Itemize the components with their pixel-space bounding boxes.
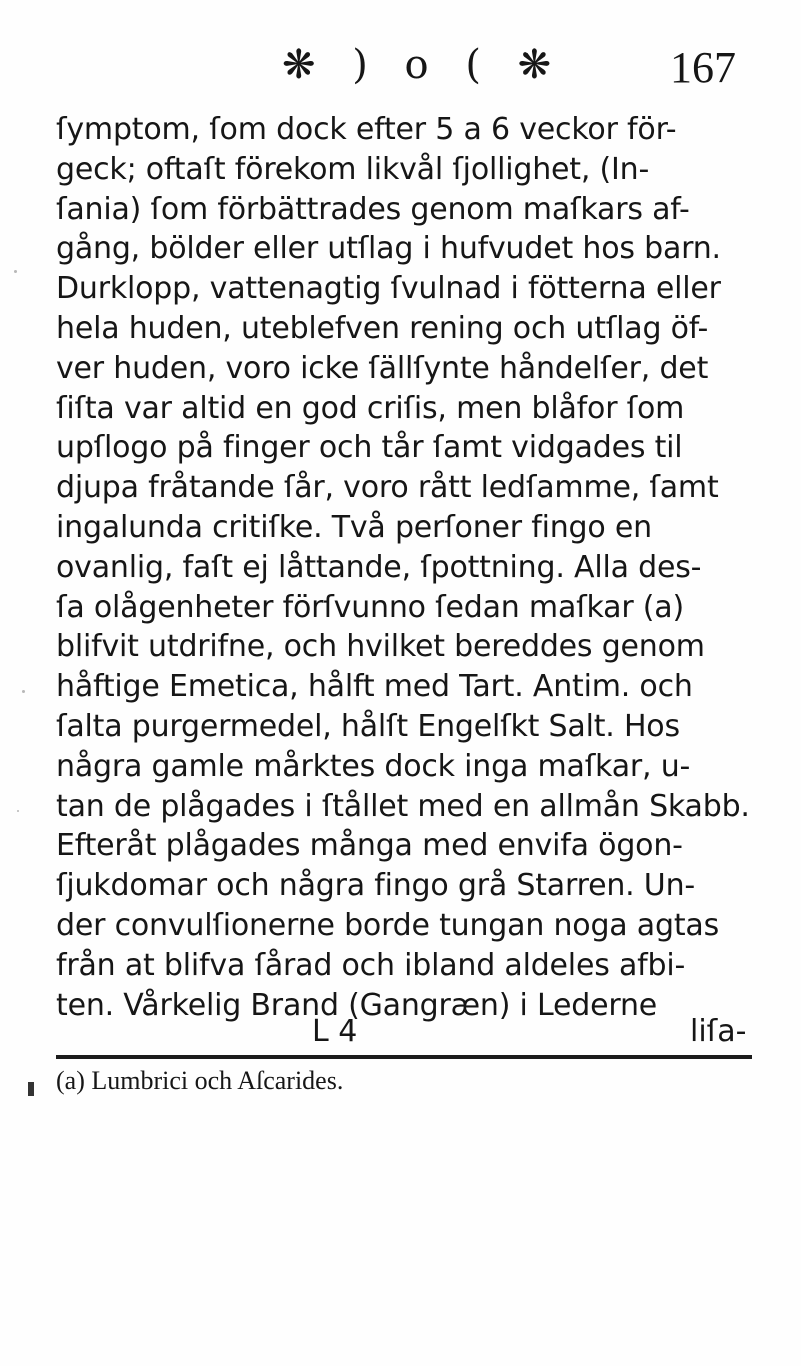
text-line: ſjukdomar och några fingo grå Starren. Un-	[56, 868, 696, 904]
text-line: ſiſta var altid en god criſis, men blåfor ſom	[56, 390, 685, 426]
catchword: liſa-	[690, 1014, 747, 1049]
text-line: håftige Emetica, hålft med Tart. Antim. och	[56, 669, 693, 705]
scan-speck	[17, 810, 19, 812]
scan-speck	[22, 690, 25, 693]
text-line: ſania) ſom förbättrades genom maſkars af-	[56, 191, 690, 227]
body-text	[56, 110, 750, 1025]
catchline	[56, 1012, 746, 1052]
footnote: (a) Lumbrici och Aſcarides.	[56, 1066, 344, 1095]
text-line: ver huden, voro icke ſällſynte håndelſer, det	[56, 350, 709, 386]
text-line: djupa fråtande ſår, voro rått ledſamme, ſamt	[56, 470, 719, 506]
scan-speck	[14, 270, 17, 273]
text-line: från at blifva ſårad och ibland aldeles afbi-	[56, 947, 686, 983]
text-line: geck; oftaſt förekom likvål ſjollighet, (In-	[56, 151, 650, 187]
page-edge-mark	[28, 1082, 34, 1096]
text-line: ſa olågenheter förſvunno ſedan maſkar (a)	[56, 589, 684, 625]
text-line: Durklopp, vattenagtig ſvulnad i fötterna eller	[56, 271, 721, 307]
text-line: der convulſionerne borde tungan noga agtas	[56, 907, 720, 943]
text-line: gång, bölder eller utſlag i hufvudet hos barn.	[56, 231, 721, 267]
signature-mark: L 4	[312, 1014, 358, 1049]
text-line: Efteråt plågades många med envifa ögon-	[56, 828, 683, 864]
header-ornament: ❋ ) o ( ❋	[282, 42, 564, 88]
text-line: ovanlig, faſt ej låttande, ſpottning. Alla des-	[56, 549, 702, 585]
footnote-rule	[56, 1055, 752, 1059]
page-number: 167	[670, 43, 736, 92]
text-line: ten. Vårkelig Brand (Gangræn) i Lederne	[56, 987, 658, 1023]
text-line: blifvit utdrifne, och hvilket bereddes genom	[56, 629, 705, 665]
running-header	[0, 38, 801, 98]
text-line: ſymptom, ſom dock efter 5 a 6 veckor för-	[56, 112, 677, 147]
text-line: några gamle mårktes dock inga maſkar, u-	[56, 748, 691, 784]
text-line: tan de plågades i ſtållet med en allmån Skabb.	[56, 788, 750, 824]
text-line: ingalunda critiſke. Två perſoner fingo en	[56, 509, 652, 545]
text-line: hela huden, uteblefven rening och utſlag öf-	[56, 310, 709, 346]
text-line: ſalta purgermedel, hålſt Engelſkt Salt. Hos	[56, 708, 680, 744]
text-line: upſlogo på finger och tår ſamt vidgades til	[56, 430, 683, 466]
